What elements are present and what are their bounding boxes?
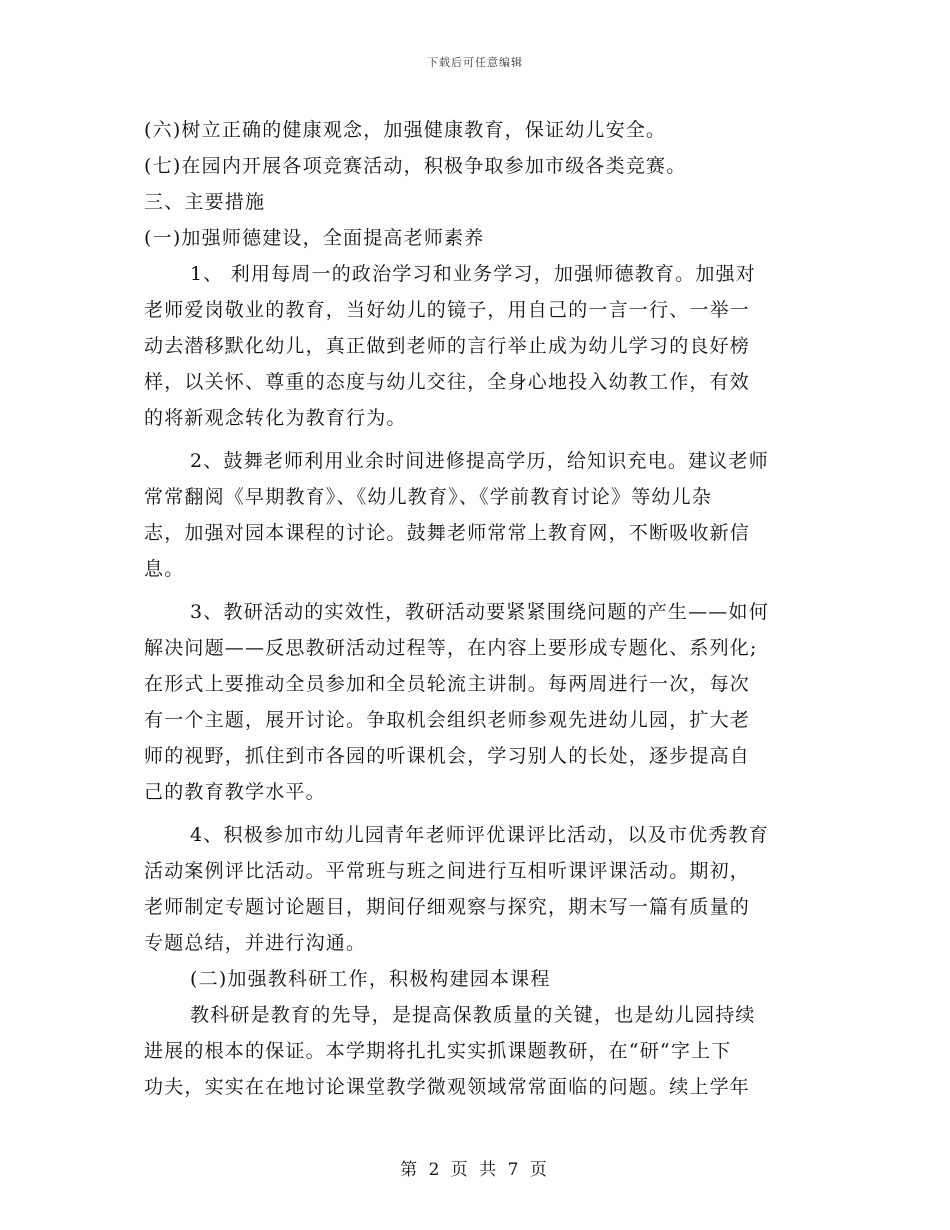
paragraph-line: 有一个主题，展开讨论。争取机会组织老师参观先进幼儿园，扩大老 xyxy=(144,709,751,731)
paragraph-line: 1、 利用每周一的政治学习和业务学习，加强师德教育。加强对 xyxy=(190,263,756,285)
paragraph-line: 教科研是教育的先导，是提高保教质量的关键，也是幼儿园持续 xyxy=(190,1004,756,1026)
paragraph-line: (七)在园内开展各项竞赛活动，积极争取参加市级各类竞赛。 xyxy=(144,155,687,177)
paragraph-line: 解决问题——反思教研活动过程等，在内容上要形成专题化、系列化; xyxy=(144,637,758,659)
paragraph-line: 志，加强对园本课程的讨论。鼓舞老师常常上教育网，不断吸收新信 xyxy=(144,522,751,544)
paragraph-line: 息。 xyxy=(144,558,185,580)
paragraph-line: 老师爱岗敬业的教育，当好幼儿的镜子，用自己的一言一行、一举一 xyxy=(144,299,751,321)
paragraph-line: 2、鼓舞老师利用业余时间进修提高学历，给知识充电。建议老师 xyxy=(190,450,769,472)
paragraph-line: 样，以关怀、尊重的态度与幼儿交往，全身心地投入幼教工作，有效 xyxy=(144,371,751,393)
document-body xyxy=(144,112,806,1105)
section-heading: 三、主要措施 xyxy=(144,191,266,213)
paragraph-line: 己的教育教学水平。 xyxy=(144,781,326,803)
paragraph-line: 3、教研活动的实效性，教研活动要紧紧围绕问题的产生——如何 xyxy=(190,601,769,623)
paragraph-line: 专题总结，并进行沟通。 xyxy=(144,932,367,954)
paragraph-line: 在形式上要推动全员参加和全员轮流主讲制。每两周进行一次，每次 xyxy=(144,673,751,695)
paragraph-line: 老师制定专题讨论题目，期间仔细观察与探究，期末写一篇有质量的 xyxy=(144,896,751,918)
page-header-note: 下载后可任意编辑 xyxy=(427,56,523,69)
paragraph-line: 动去潜移默化幼儿，真正做到老师的言行举止成为幼儿学习的良好榜 xyxy=(144,335,751,357)
paragraph-line: 师的视野，抓住到市各园的听课机会，学习别人的长处，逐步提高自 xyxy=(144,745,751,767)
paragraph-line: 的将新观念转化为教育行为。 xyxy=(144,407,407,429)
subsection-heading: (一)加强师德建设，全面提高老师素养 xyxy=(144,227,485,249)
page-number: 第 2 页 共 7 页 xyxy=(400,1160,550,1180)
paragraph-line: 4、积极参加市幼儿园青年老师评优课评比活动，以及市优秀教育 xyxy=(190,824,769,846)
paragraph-line: 活动案例评比活动。平常班与班之间进行互相听课评课活动。期初， xyxy=(144,860,751,882)
subsection-heading: (二)加强教科研工作，积极构建园本课程 xyxy=(190,968,551,990)
paragraph-line: 功夫，实实在在地讨论课堂教学微观领域常常面临的问题。续上学年 xyxy=(144,1076,751,1098)
paragraph-line: (六)树立正确的健康观念，加强健康教育，保证幼儿安全。 xyxy=(144,119,667,141)
paragraph-line: 常常翻阅《早期教育》、《幼儿教育》、《学前教育讨论》等幼儿杂 xyxy=(144,486,713,508)
paragraph-line: 进展的根本的保证。本学期将扎扎实实抓课题教研，在“研“字上下 xyxy=(144,1040,732,1062)
